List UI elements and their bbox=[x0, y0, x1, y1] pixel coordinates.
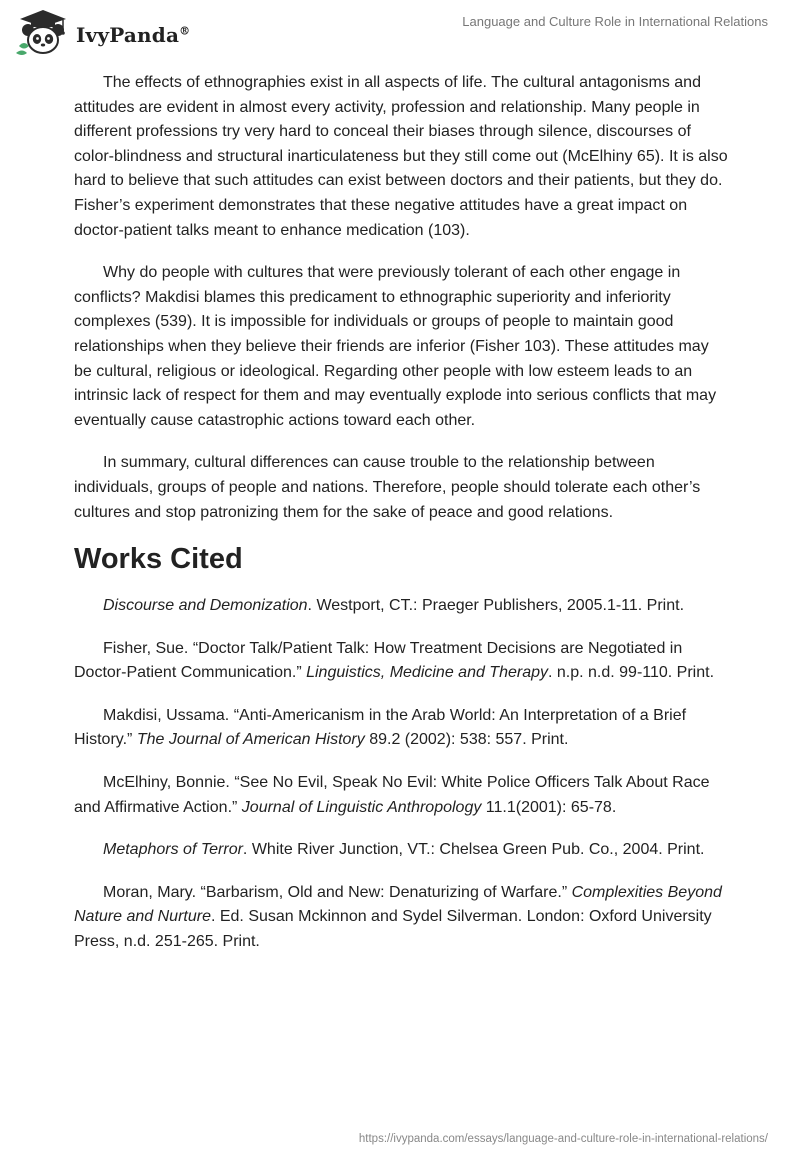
citation-makdisi: Makdisi, Ussama. “Anti-Americanism in the Arab World: An Interpretation of a Brief History.” The Journal of American History 89.2 (2002): 538: 557. Print. bbox=[74, 706, 687, 749]
citation-discourse-demonization: Discourse and Demonization. Westport, CT.: Praeger Publishers, 2005.1-11. Print. bbox=[103, 597, 685, 615]
panda-graduate-icon bbox=[14, 8, 72, 58]
source-url[interactable]: https://ivypanda.com/essays/language-and-culture-role-in-international-relations/ bbox=[358, 1133, 768, 1145]
citation-metaphors-of-terror: Metaphors of Terror. White River Junction, VT.: Chelsea Green Pub. Co., 2004. Print. bbox=[103, 841, 705, 859]
paragraph-ethnographies: The effects of ethnographies exist in all aspects of life. The cultural antagonisms and attitudes are evident in almost every activity, profession and relationship. Many people in different professions try very hard to conceal their biases through silence, discourses of color-blindness and structural inarticulateness but they still come out (McElhiny 65). It is also hard to believe that such attitudes can exist between doctors and their patients, but they do. Fisher’s experiment demonstrates that these negative attitudes have a great impact on doctor-patient talks meant to enhance medication (103). bbox=[74, 74, 728, 239]
document-title: Language and Culture Role in International Relations bbox=[462, 14, 768, 29]
citation-fisher: Fisher, Sue. “Doctor Talk/Patient Talk: How Treatment Decisions are Negotiated in Doctor-Patient Communication.” Linguistics, Medicine and Therapy. n.p. n.d. 99-110. Print. bbox=[74, 639, 715, 682]
citation-mcelhiny: McElhiny, Bonnie. “See No Evil, Speak No Evil: White Police Officers Talk About Race and Affirmative Action.” Journal of Linguistic Anthropology 11.1(2001): 65-78. bbox=[74, 774, 710, 816]
paragraph-summary: In summary, cultural differences can cause trouble to the relationship between individuals, groups of people and nations. Therefore, people should tolerate each other’s cultures and stop patronizing them for the sake of peace and good relations. bbox=[74, 454, 701, 521]
works-cited-heading: Works Cited bbox=[74, 543, 243, 576]
citation-moran: Moran, Mary. “Barbarism, Old and New: Denaturizing of Warfare.” Complexities Beyond Nature and Nurture. Ed. Susan Mckinnon and Sydel Silverman. London: Oxford University Press, n.d. 251-265. Print. bbox=[74, 883, 722, 951]
brand-name: IvyPanda® bbox=[76, 23, 191, 47]
page-header bbox=[0, 0, 800, 60]
paragraph-conflicts: Why do people with cultures that were previously tolerant of each other engage in conflicts? Makdisi blames this predicament to ethnographic superiority and inferiority complexes (539). It is impossible for individuals or groups of people to maintain good relationships when they believe their friends are inferior (Fisher 103). These attitudes may be cultural, religious or ideological. Regarding other people with low esteem leads to an intrinsic lack of respect for them and may eventually explode into serious conflicts that may eventually cause catastrophic actions toward each other. bbox=[74, 264, 717, 429]
ivypanda-logo[interactable] bbox=[14, 8, 190, 58]
essay-body bbox=[74, 71, 729, 973]
